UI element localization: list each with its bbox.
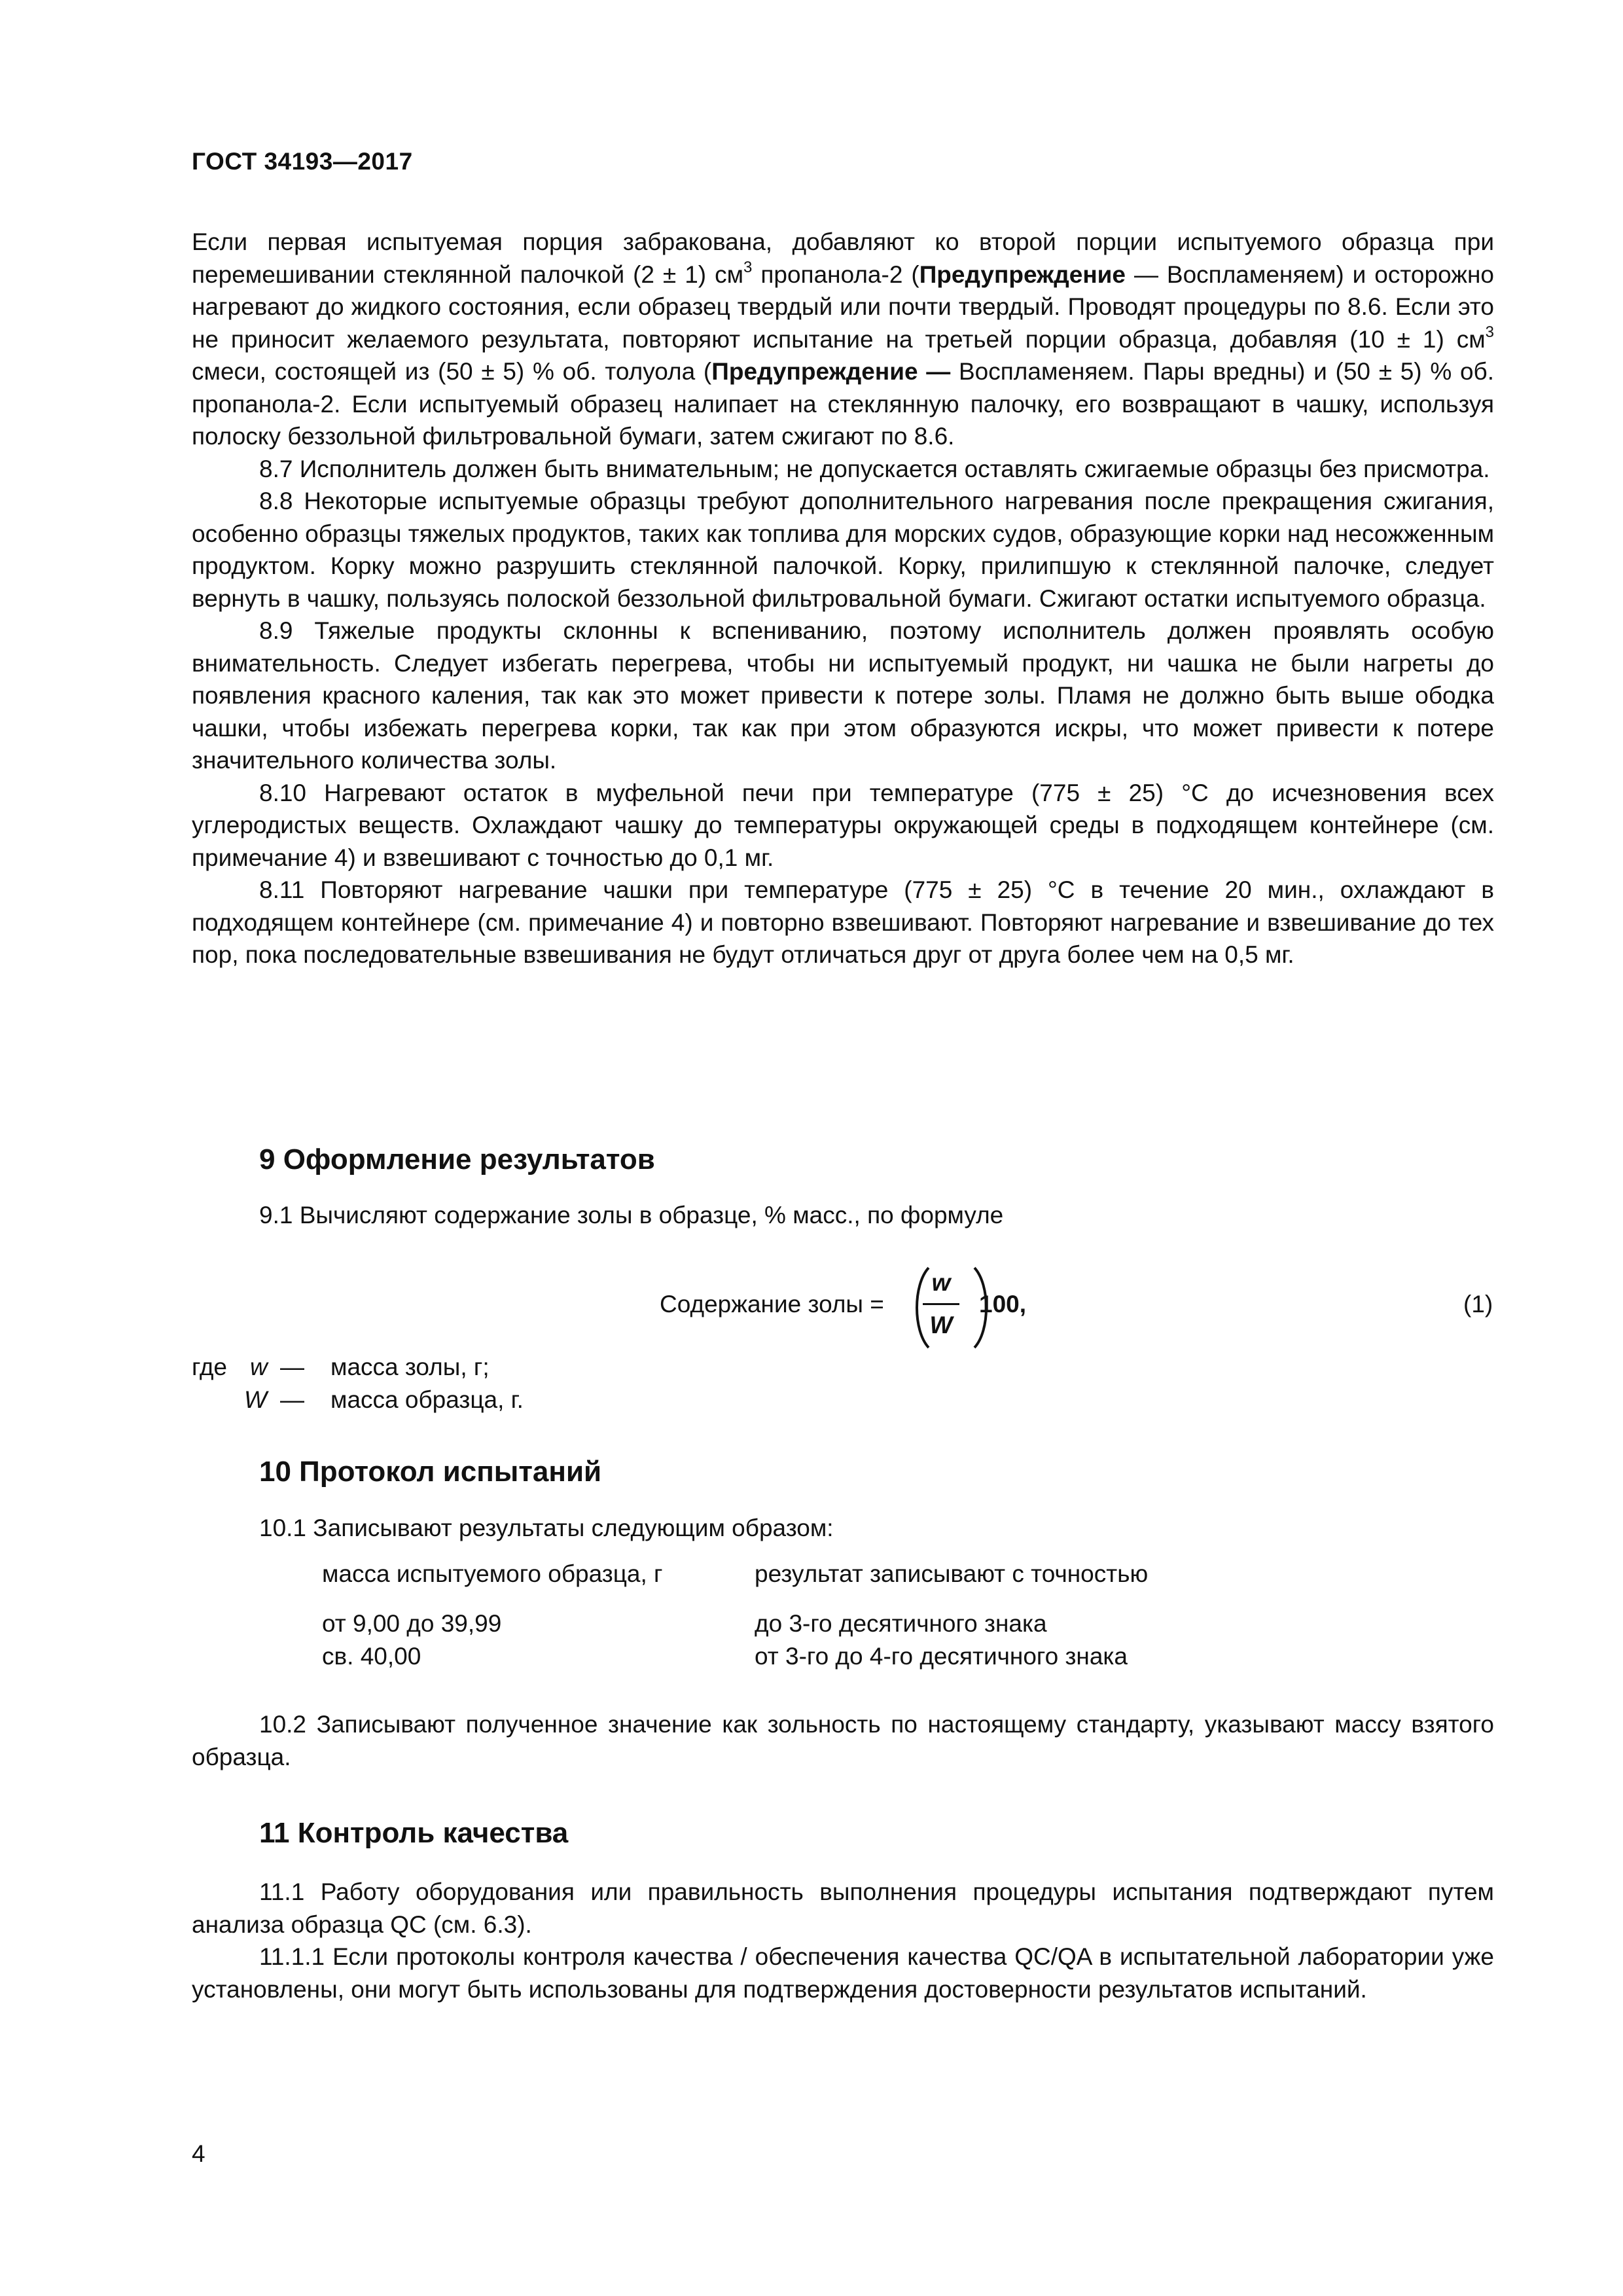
paragraph-8-11: 8.11 Повторяют нагревание чашки при температуре (775 ± 25) °С в течение 20 мин., охлаждают в подходящем контейнере (см. примечание 4) и повторно взвешивают. Повторяют нагревание и взвешивание до тех пор, пока последовательные взвешивания не будут отличаться друг от друга более чем на 0,5 мг.: [192, 876, 1494, 968]
paragraph-11-1: 11.1 Работу оборудования или правильность выполнения процедуры испытания подтверждают путем анализа образца QC (см. 6.3).: [192, 1878, 1494, 1938]
where-symbol: W: [244, 1386, 267, 1413]
paragraph-10-1: 10.1 Записывают результаты следующим образом:: [259, 1515, 834, 1541]
where-item-1: [250, 1354, 268, 1381]
formula-fraction: [921, 1266, 961, 1342]
fraction-bar: [923, 1303, 959, 1305]
paragraph-8-7: 8.7 Исполнитель должен быть внимательным; не допускается оставлять сжигаемые образцы без присмотра.: [259, 455, 1490, 482]
paragraph-8-9: 8.9 Тяжелые продукты склонны к вспениванию, поэтому исполнитель должен проявлять особую внимательность. Следует избегать перегрева, чтобы ни испытуемый продукт, ни чашка не были нагреты до появления красного каления, так как это может привести к потере золы. Пламя не должно быть выше ободка чашки, чтобы избежать перегрева корки, так как при этом образуются искры, что может привести к потере значительного количества золы.: [192, 617, 1494, 774]
paragraph-8-8: 8.8 Некоторые испытуемые образцы требуют дополнительного нагревания после прекращения сжигания, особенно образцы тяжелых продуктов, таких как топлива для морских судов, образующие корки над несожженным продуктом. Корку можно разрушить стеклянной палочкой. Корку, прилипшую к стеклянной палочке, следует вернуть в чашку, пользуясь полоской беззольной фильтровальной бумаги. Сжигают остатки испытуемого образца.: [192, 488, 1494, 612]
page-number: 4: [192, 2140, 205, 2167]
table-cell: от 9,00 до 39,99: [322, 1610, 502, 1637]
equation-number: (1): [1463, 1291, 1493, 1318]
table-header-mass: масса испытуемого образца, г: [322, 1560, 663, 1587]
paragraph-8-10: 8.10 Нагревают остаток в муфельной печи при температуре (775 ± 25) °С до исчезновения всех углеродистых веществ. Охлаждают чашку до температуры окружающей среды в подходящем контейнере (см. примечание 4) и взвешивают с точностью до 0,1 мг.: [192, 779, 1494, 871]
formula-numerator: w: [931, 1269, 951, 1296]
document-header: ГОСТ 34193—2017: [192, 148, 413, 175]
formula-denominator: W: [929, 1312, 953, 1338]
paragraph-10-2: 10.2 Записывают полученное значение как зольность по настоящему стандарту, указывают массу взятого образца.: [192, 1711, 1494, 1770]
table-cell: от 3-го до 4-го десятичного знака: [755, 1643, 1128, 1670]
table-cell: св. 40,00: [322, 1643, 421, 1670]
warning-label: Предупреждение: [919, 260, 1126, 288]
section-9-title: 9 Оформление результатов: [259, 1143, 655, 1175]
ash-content-formula: [660, 1260, 1118, 1358]
paragraph-10-2-block: [192, 1708, 1494, 1773]
section-11-title: 11 Контроль качества: [259, 1817, 569, 1849]
formula-factor: 100,: [979, 1291, 1027, 1318]
table-header-precision: результат записывают с точностью: [755, 1560, 1149, 1587]
section-11-text: [192, 1876, 1494, 2005]
where-prefix: где: [192, 1354, 228, 1380]
where-dash: —: [280, 1354, 304, 1380]
body-text-block: [192, 226, 1494, 971]
table-cell: до 3-го десятичного знака: [755, 1610, 1047, 1637]
where-symbol: w: [250, 1354, 268, 1380]
formula-label: Содержание золы =: [660, 1291, 884, 1318]
section-10-title: 10 Протокол испытаний: [259, 1456, 602, 1488]
paragraph-9-1: 9.1 Вычисляют содержание золы в образце, % масс., по формуле: [259, 1202, 1004, 1229]
paragraph-8-6-continuation: Если первая испытуемая порция забракована, добавляют ко второй порции испытуемого образца при перемешивании стеклянной палочкой (2 ± 1) $см^3$ пропанола-2 (Предупреждение — Воспламеняем) и осторожно нагревают до жидкого состояния, если образец твердый или почти твердый. Проводят процедуры по 8.6. Если это не приносит желаемого результата, повторяют испытание на третьей порции образца, добавляя (10 ± 1) $см^3$ смеси, состоящей из (50 ± 5) % об. толуола (Предупреждение — Воспламеняем. Пары вредны) и (50 ± 5) % об. пропанола-2. Если испытуемый образец налипает на стеклянную палочку, его возвращают в чашку, используя полоску беззольной фильтровальной бумаги, затем сжигают по 8.6.: [192, 228, 1494, 450]
where-item-2: [244, 1386, 267, 1414]
paragraph-11-1-1: 11.1.1 Если протоколы контроля качества / обеспечения качества QC/QA в испытательной лаборатории уже установлены, они могут быть использованы для подтверждения достоверности результатов испытаний.: [192, 1943, 1494, 2003]
warning-label: Предупреждение —: [711, 358, 951, 385]
where-desc: масса образца, г.: [330, 1386, 524, 1413]
where-desc: масса золы, г;: [330, 1354, 490, 1380]
where-dash: —: [280, 1386, 304, 1413]
